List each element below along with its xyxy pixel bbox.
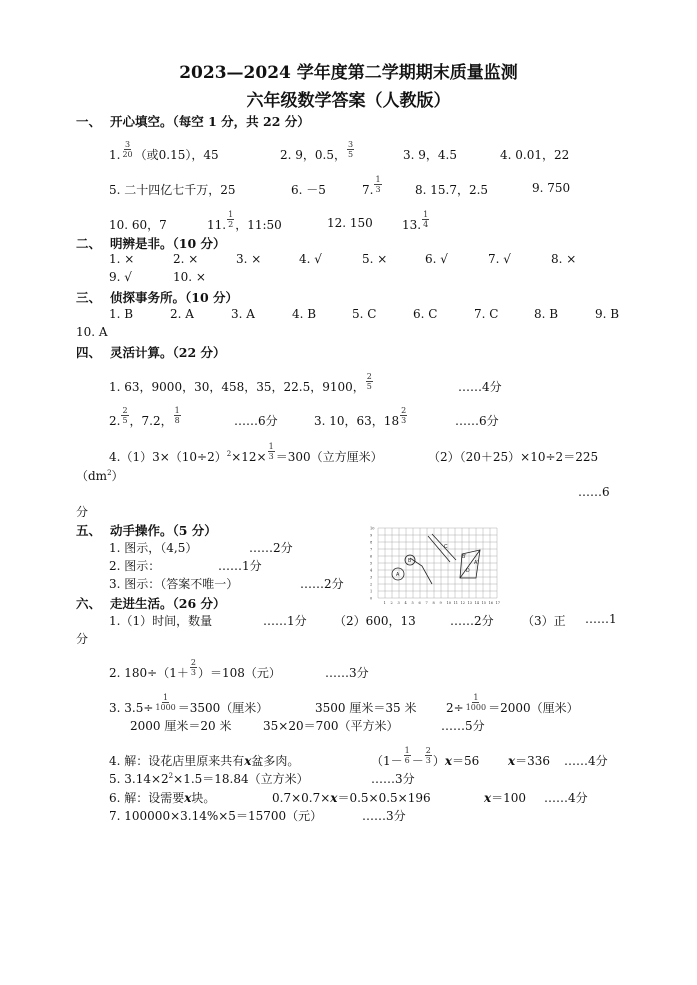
grid-lines [378,528,497,598]
answer-text: ，7.2， [129,414,173,428]
answer-text: （2）600，13 [334,614,416,628]
figure-label: A' [474,560,479,566]
answer-item: 4. B [292,307,317,321]
answer-item: 5. × [362,252,388,266]
answer-line [109,752,299,769]
grid-y-tick: 5 [370,561,373,566]
section-2-number: 二、 [76,236,102,251]
answer-text: ×12× [231,450,267,464]
answer-text: 2. 180÷（1＋ [109,666,189,680]
answer-item: 6. √ [425,252,448,266]
grid-axis-labels [370,527,500,605]
section-4-title: 灵活计算。（22 分） [110,345,226,360]
answer-text: 6. －5 [291,183,326,197]
answer-text: ×1.5＝18.84（立方米） [173,772,309,786]
answer-text: （或0.15），45 [134,148,219,162]
fraction: $\frac{1}{1000}$ [155,693,176,712]
section-2-title: 明辨是非。（10 分） [110,236,226,251]
answer-item: 6. C [413,307,438,321]
score-note: ……6分 [234,414,278,428]
coordinate-grid-figure [370,522,504,604]
answer-text: 12. 150 [327,216,373,230]
answer-line [109,658,281,683]
answer-text: 2000 厘米＝20 米 [130,719,232,733]
answer-text: 分 [76,505,89,519]
grid-x-tick: 10 [446,601,451,604]
answer-text: 35×20＝700（平方米） [263,719,399,733]
fraction: $\frac{1}{2}$ [228,210,234,229]
score-note: ……5分 [441,719,485,733]
answer-item: 10. × [173,270,206,284]
grid-x-tick: 16 [488,601,493,604]
grid-y-tick: 10 [370,526,375,531]
answer-text: 7. 100000×3.14%×5＝15700（元） [109,809,323,823]
answer-text: 7. [362,183,374,197]
grid-x-tick: 6 [418,601,421,604]
fraction: $\frac{2}{3}$ [401,406,407,425]
section-6-title: 走进生活。（26 分） [110,596,226,611]
answer-text: ） [111,469,124,483]
answer-text: 6. 解：设需要 [109,791,185,805]
section-4-number: 四、 [76,345,102,360]
answer-text: 5. 二十四亿七千万，25 [109,183,236,197]
grid-x-tick: 12 [460,601,465,604]
answer-text: ＝0.5×0.5×196 [337,791,431,805]
answer-line [109,406,182,431]
score-note: ……2分 [249,541,293,555]
answer-text: 2. 图示： [109,559,161,573]
grid-x-tick: 2 [390,601,393,604]
answer-line [446,693,579,718]
answer-item: 1. B [109,307,134,321]
answer-text: 1.（1）时间，数量 [109,614,213,628]
grid-x-tick: 1 [383,601,386,604]
answer-item: 9. √ [109,270,132,284]
section-5-number: 五、 [76,523,102,538]
variable: x [444,754,453,768]
answer-line [280,140,355,165]
answer-line [76,467,124,484]
answer-text: 3. 3.5÷ [109,701,154,715]
grid-y-tick: 2 [370,582,373,587]
answer-text: 0.7×0.7× [272,791,331,805]
grid-y-tick: 9 [370,533,373,538]
grid-y-tick: 3 [370,575,373,580]
answer-text: 5. 3.14×2 [109,772,169,786]
answer-text: 4. 解：设花店里原来共有 [109,754,245,768]
answer-text: ＝336 [515,754,551,768]
answer-text: ） [432,754,445,768]
answer-line [109,770,309,787]
score-note: ……4分 [544,791,588,805]
fraction: $\frac{1}{1000}$ [465,693,487,712]
doc-subtitle: 六年级数学答案（人教版） [246,91,451,111]
answer-text: 8. 15.7，2.5 [415,183,489,197]
answer-text: （1－ [371,754,403,768]
grid-x-tick: 14 [474,601,479,604]
section-6-number: 六、 [76,596,102,611]
grid-x-tick: 4 [404,601,407,604]
answer-text: 1. [109,148,121,162]
answer-text: （3）正 [522,614,566,628]
segment [410,558,432,584]
answer-text: ＝56 [452,754,480,768]
answer-line [508,752,550,769]
answer-text: 3. 图示：（答案不唯一） [109,577,239,591]
grid-x-tick: 15 [481,601,486,604]
score-note: ……3分 [325,666,369,680]
answer-line [109,442,383,467]
answer-text: 3. 10，63，18 [314,414,400,428]
answer-text: ＝2000（厘米） [488,701,579,715]
score-note: ……4分 [564,754,608,768]
grid-y-tick: 7 [370,547,373,552]
answer-item: 10. A [76,325,108,339]
answer-text: 分 [76,632,89,646]
variable: x [484,791,492,805]
answer-item: 8. B [534,307,559,321]
answer-text: 块。 [191,791,216,805]
fraction: $\frac{2}{5}$ [122,406,128,425]
answer-item: 2. A [170,307,194,321]
superscript: 2 [168,772,174,780]
answer-text: ＝100 [491,791,527,805]
fraction: $\frac{3}{5}$ [347,140,354,159]
fraction: $\frac{1}{3}$ [375,175,381,194]
answer-line [371,746,480,771]
grid-x-tick: 5 [411,601,414,604]
grid-x-tick: 11 [453,601,458,604]
superscript: 2 [107,469,112,477]
answer-text: 3. 9，4.5 [403,148,457,162]
score-note: ……1 [585,612,617,626]
figure-label: C [444,544,448,550]
grid-x-tick: 7 [425,601,428,604]
answer-text: ＝300（立方厘米） [275,450,383,464]
answer-text: 2. [109,414,121,428]
grid-x-tick: 9 [439,601,442,604]
answer-item: 3. × [236,252,262,266]
grid-y-tick: 4 [370,568,373,573]
answer-text: 1. 图示，（4,5） [109,541,198,555]
superscript: 2 [226,450,232,458]
score-note: ……4分 [458,380,502,394]
section-3-number: 三、 [76,290,102,305]
answer-text: 11. [207,218,227,232]
grid-x-tick: 3 [397,601,400,604]
answer-text: 10. 60，7 [109,218,167,232]
answer-item: 8. × [551,252,577,266]
grid-y-tick: 6 [370,554,373,559]
figure-label: B [408,558,412,564]
answer-text: 4. 0.01，22 [500,148,570,162]
answer-item: 4. √ [299,252,322,266]
section-1-number: 一、 [76,114,102,129]
grid-y-tick: 0 [370,596,373,601]
answer-line [272,789,431,806]
section-5-title: 动手操作。（5 分） [110,523,217,538]
grid-y-tick: 1 [370,589,373,594]
answer-item: 1. × [109,252,135,266]
answer-text: 9. 750 [532,181,571,195]
fraction: $\frac{3}{20}$ [122,140,133,159]
answer-line [314,406,408,431]
fraction: $\frac{2}{3}$ [425,746,431,765]
fraction: $\frac{1}{8}$ [174,406,180,425]
fraction: $\frac{1}{3}$ [268,442,274,461]
variable: x [508,754,516,768]
answer-text: ）＝108（元） [197,666,281,680]
answer-line [109,140,219,165]
answer-item: 5. C [352,307,377,321]
section-3-title: 侦探事务所。（10 分） [110,290,238,305]
score-note: ……3分 [371,772,415,786]
fraction: $\frac{2}{3}$ [190,658,196,677]
answer-line [109,693,269,718]
answer-line [484,789,526,806]
score-note: ……6 [578,485,610,499]
variable: x [184,791,192,805]
answer-line [109,372,374,397]
score-note: ……1分 [263,614,307,628]
answer-item: 7. √ [488,252,511,266]
score-note: ……3分 [362,809,406,823]
grid-x-tick: 13 [467,601,472,604]
answer-line [402,210,430,235]
score-note: ……2分 [450,614,494,628]
doc-title: 2023—2024 学年度第二学期期末质量监测 [179,63,518,83]
variable: x [244,754,252,768]
variable: x [330,791,338,805]
grid-x-tick: 8 [432,601,435,604]
figure-shapes [392,534,480,584]
grid-y-tick: 8 [370,540,373,545]
fraction: $\frac{2}{5}$ [366,372,372,391]
answer-text: 盆多肉。 [251,754,300,768]
score-note: ……6分 [455,414,499,428]
answer-text: （dm [76,469,108,483]
answer-item: 3. A [231,307,255,321]
answer-item: 2. × [173,252,199,266]
answer-text: （2）（20＋25）×10÷2＝225 [428,450,599,464]
answer-text: 13. [402,218,422,232]
answer-text: ＝3500（厘米） [177,701,269,715]
answer-text: 2. 9，0.5， [280,148,346,162]
answer-line [109,789,215,806]
figure-label: D [466,568,470,574]
figure-label: B' [462,554,467,560]
answer-text: － [411,754,424,768]
fraction: $\frac{1}{4}$ [423,210,429,229]
answer-text: 2÷ [446,701,464,715]
score-note: ……1分 [218,559,262,573]
answer-text: 1. 63，9000，30，458，35，22.5，9100， [109,380,365,394]
answer-line [207,210,282,235]
answer-item: 7. C [474,307,499,321]
fraction: $\frac{1}{6}$ [404,746,410,765]
answer-text: ，11:50 [235,218,282,232]
figure-label: A [396,572,400,578]
answer-text: 3500 厘米＝35 米 [315,701,417,715]
score-note: ……2分 [300,577,344,591]
answer-item: 9. B [595,307,620,321]
grid-x-tick: 17 [495,601,500,604]
answer-text: 4.（1）3×（10÷2） [109,450,227,464]
section-1-title: 开心填空。（每空 1 分，共 22 分） [110,114,310,129]
answer-line [362,175,383,200]
